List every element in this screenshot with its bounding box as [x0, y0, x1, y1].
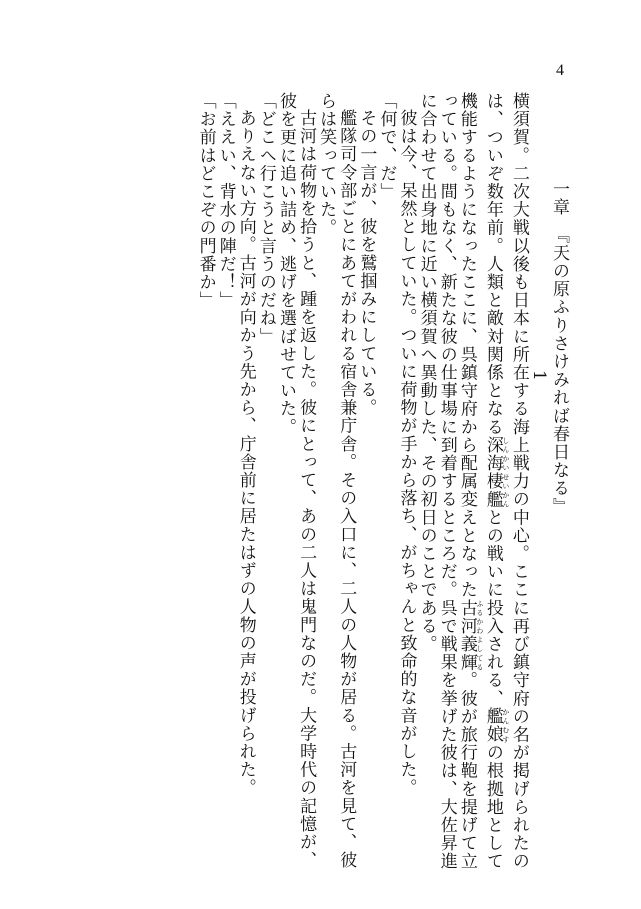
- paragraph-6: 古河は荷物を拾うと、踵を返した。彼にとって、あの二人は鬼門なのだ。大学時代の記憶が、彼を更に追い詰め、逃げを選ばせていた。: [275, 92, 317, 870]
- ruby-reading: しんかいせいかん: [501, 435, 510, 509]
- ruby-reading: ふるかわよしてる: [475, 598, 484, 672]
- page-number: 4: [556, 62, 564, 79]
- paragraph-1-text-c: の根拠地として機能するようになったここに、呉鎮守府から配属変えとなった: [456, 92, 503, 871]
- ruby-furukawa-yoshiteru: [456, 598, 484, 672]
- vertical-text-body: [59, 92, 569, 882]
- dialogue-4: 「お前はどこぞの門番か」: [195, 92, 216, 310]
- paragraph-8: ありえない方向。古河が向かう先から、庁舎前に居たはずの人物の声が投げられた。: [235, 109, 256, 797]
- paragraph-1-text-b: との戦いに投入される、: [482, 508, 503, 708]
- section-number: 1: [528, 370, 549, 382]
- paragraph-1: [417, 92, 529, 882]
- ruby-base: 古河義輝: [456, 598, 477, 672]
- ruby-kanmusu: [482, 707, 510, 744]
- ruby-base: 深海棲艦: [482, 435, 503, 509]
- paragraph-1-text-d: 。彼が旅行鞄を提げて立っている。間もなく、新たな彼の仕事場に到着するところだ。呉で戦果を挙げた彼は、大佐昇進に合わせて出身地に近い横須賀へ異動した、その初日のことである。: [416, 92, 477, 871]
- dialogue-3: 「ええい、背水の陣だ！」: [215, 92, 236, 310]
- ruby-shinkai-seikan: [482, 435, 510, 509]
- ruby-reading: かんむす: [501, 707, 510, 744]
- paragraph-2: 彼は今、呆然としていた。ついに荷物が手から落ち、がちゃんと致命的な音がした。: [396, 109, 417, 797]
- paragraph-5: 艦隊司令部ごとにあてがわれる宿舎兼庁舎。その入口に、二人の人物が居る。古河を見て、彼らは笑っていた。: [316, 92, 357, 870]
- ruby-base: 艦娘: [482, 707, 503, 744]
- paragraph-1-text-a: 横須賀。二次大戦以後も日本に所在する海上戦力の中心。ここに再び鎮守府の名が掲げられたのは、ついぞ数年前。人類と敵対関係となる: [482, 92, 529, 871]
- chapter-title: 一章 『天の原ふりさけみれば春日なる』: [549, 180, 569, 516]
- dialogue-1: 「何で、だ」: [376, 92, 397, 201]
- dialogue-2: 「どこへ行こうと言うのだね」: [255, 92, 276, 346]
- paragraph-4: その一言が、彼を鷲掴みにしている。: [356, 109, 377, 417]
